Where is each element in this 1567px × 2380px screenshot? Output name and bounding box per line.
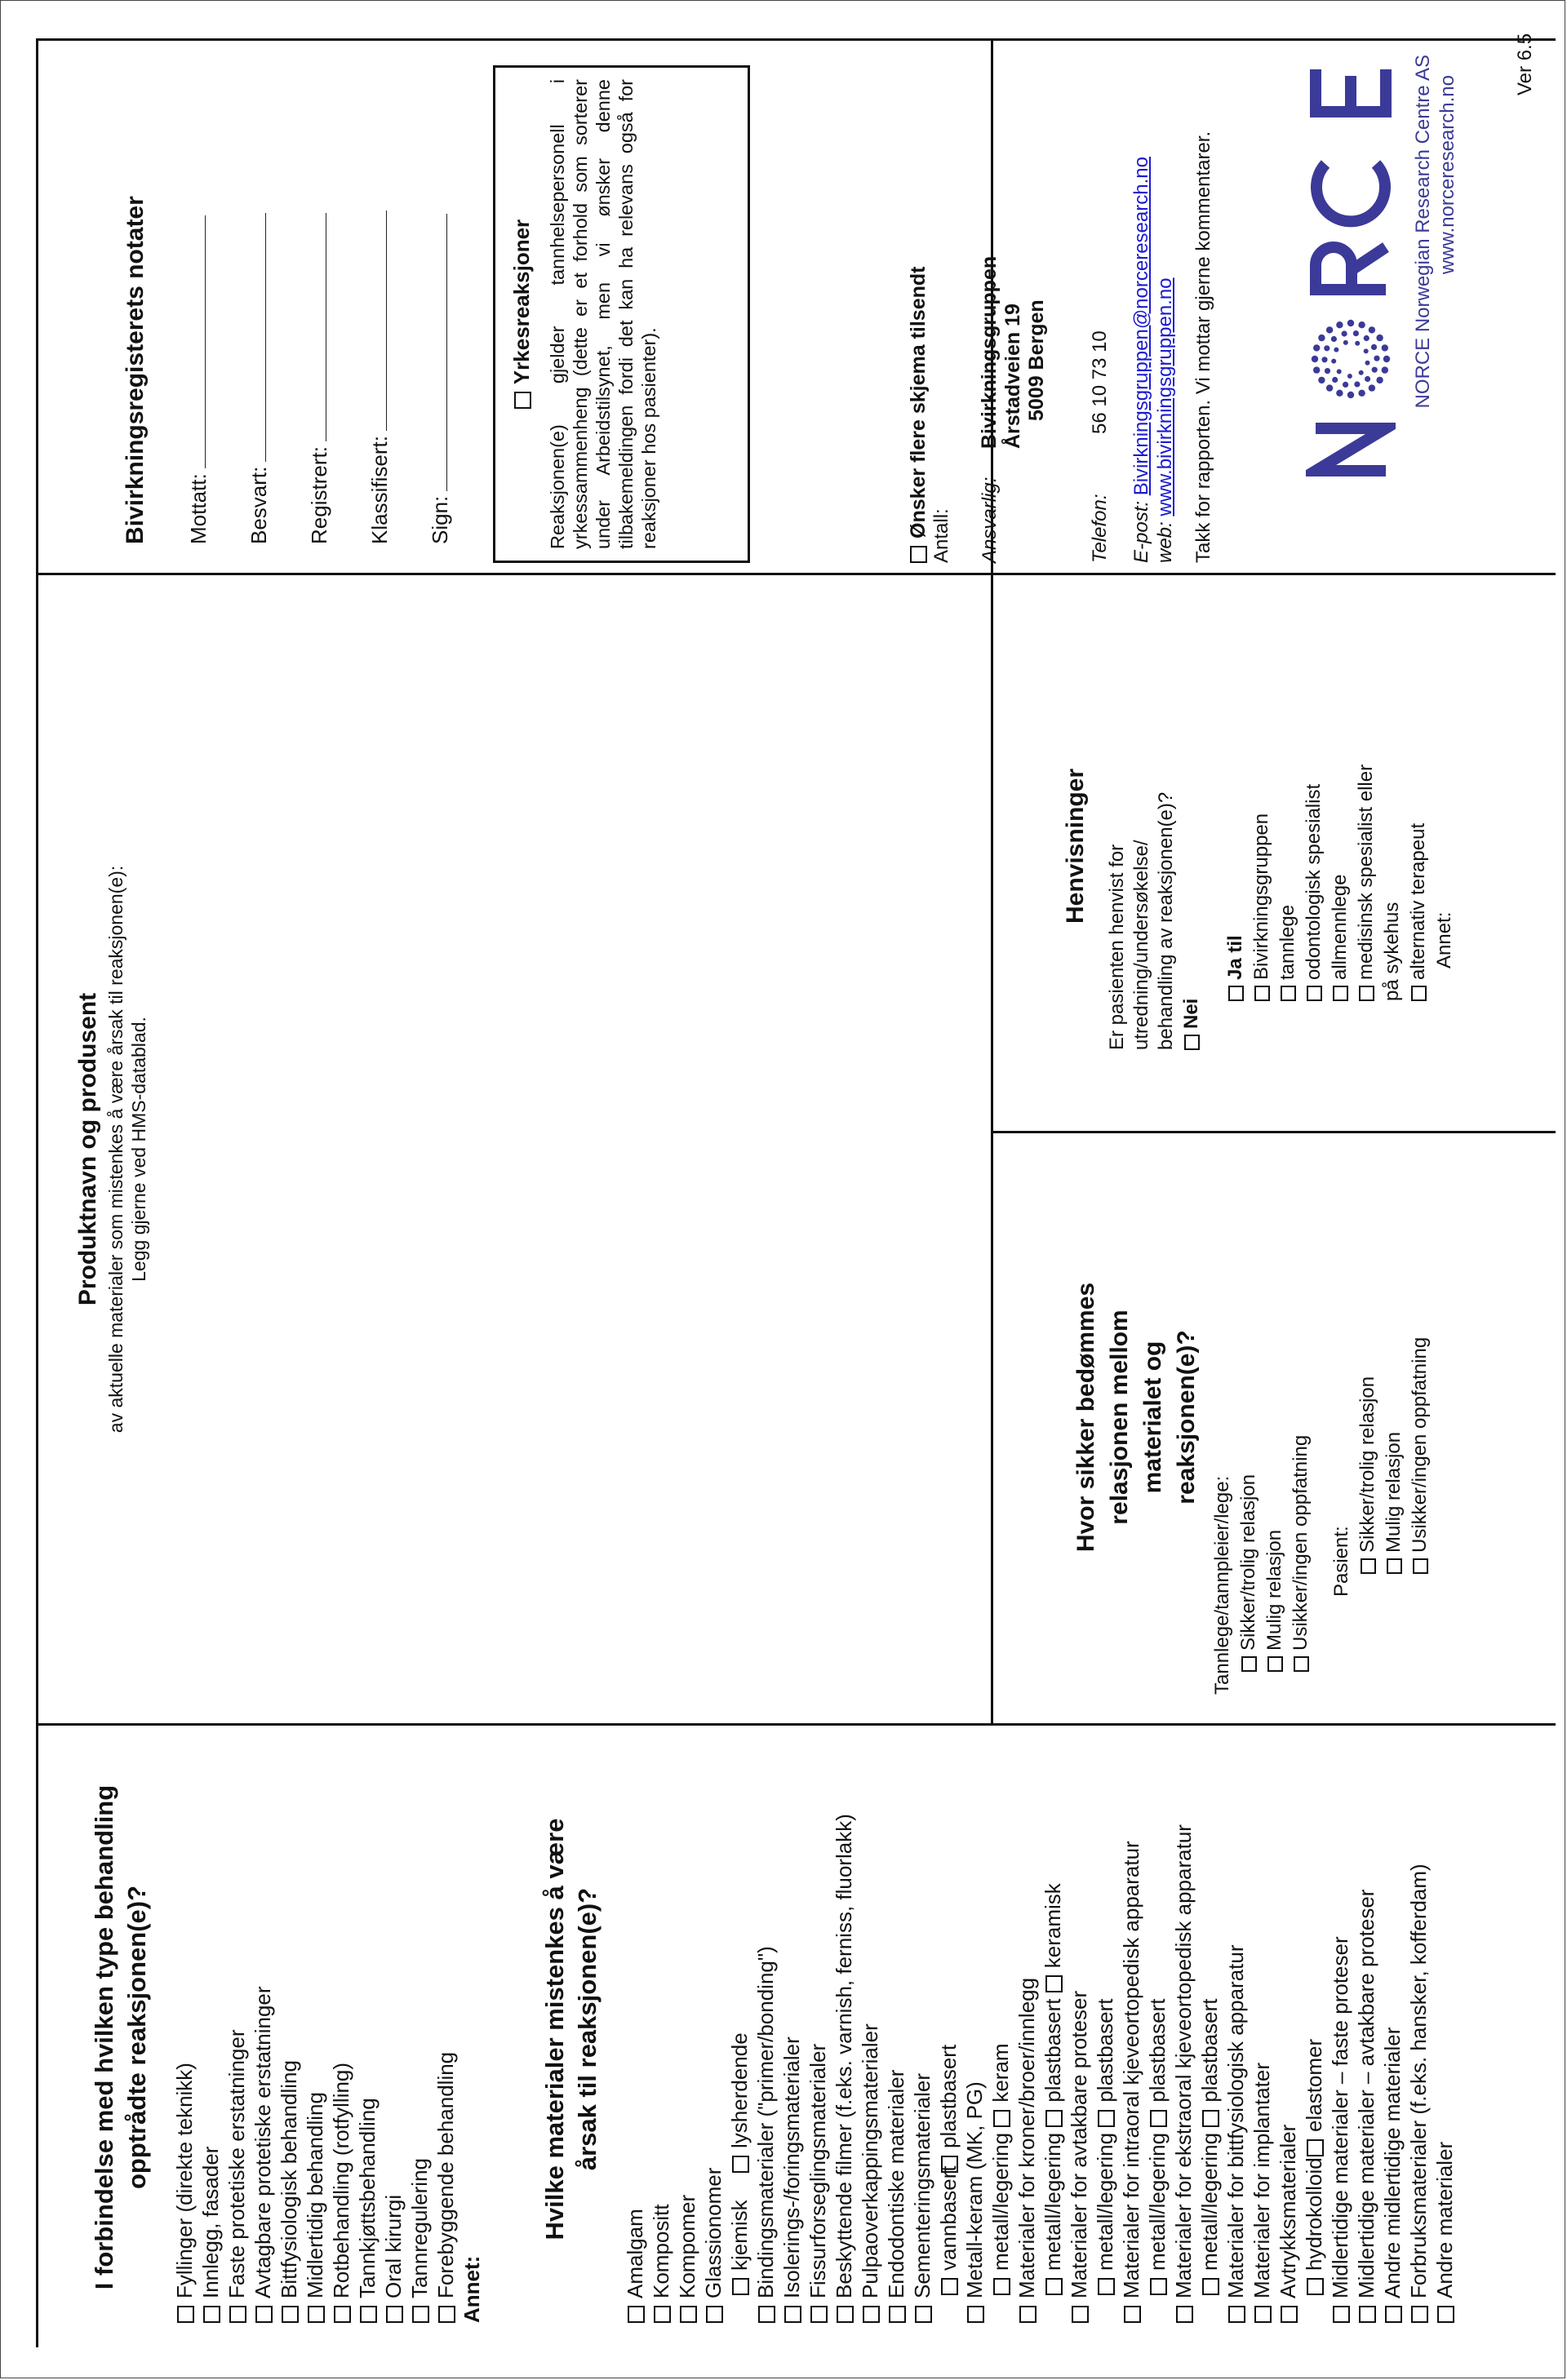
logo-dot — [1321, 357, 1327, 362]
checkbox[interactable] — [910, 546, 927, 563]
material-item[interactable]: Forbruksmaterialer (f.eks. hansker, kofferdam) — [1405, 1735, 1432, 2323]
logo-dot — [1347, 320, 1354, 326]
occupational-text: Reaksjonen(e) gjelder tannhelsepersonell i yrkessammenheng (dette er et forhold som sorterer under Arbeidstilsynet, men vi ønsker denne tilbakemeldingen fordi det kan ha relevans også for reaksjoner hos pasienter). — [547, 79, 659, 549]
referrals-question: Er pasienten henvist for — [1106, 844, 1128, 1050]
checkbox[interactable] — [1361, 1558, 1376, 1574]
certainty-option[interactable]: Usikker/ingen oppfatning — [1407, 1140, 1433, 1695]
checkbox[interactable] — [438, 2306, 455, 2323]
material-subitem[interactable]: metall/legering plastbasert — [1144, 1735, 1170, 2323]
material-item[interactable]: Midlertidige materialer – avtakbare proteser — [1353, 1735, 1379, 2323]
checkbox[interactable] — [1150, 2278, 1167, 2295]
checkbox[interactable] — [1333, 986, 1348, 1001]
treatment-item[interactable]: Faste protetiske erstatninger — [224, 1752, 250, 2323]
referral-yes[interactable]: Ja til — [1223, 585, 1249, 1050]
checkbox[interactable] — [1202, 2278, 1219, 2295]
material-subitem[interactable]: metall/legering plastbasert keramisk — [1040, 1735, 1066, 2323]
referrals-question: utredning/undersøkelse/ — [1130, 840, 1152, 1050]
checkbox[interactable] — [514, 392, 531, 409]
logo-dot — [1331, 359, 1336, 364]
checkbox[interactable] — [282, 2306, 299, 2323]
checkbox[interactable] — [1294, 1656, 1309, 1672]
org-city: 5009 Bergen — [1025, 299, 1048, 421]
org-street: Årstadveien 19 — [1001, 304, 1024, 449]
checkbox[interactable] — [993, 2110, 1010, 2127]
referral-target[interactable]: tannlege — [1275, 585, 1301, 1001]
checkbox[interactable] — [386, 2306, 403, 2323]
checkbox[interactable] — [203, 2306, 220, 2323]
referral-target[interactable]: Bivirkningsgruppen — [1249, 585, 1275, 1001]
checkbox[interactable] — [1045, 1975, 1063, 1992]
web-link[interactable]: www.bivirkningsgruppen.no — [1154, 277, 1176, 516]
checkbox[interactable] — [628, 2306, 645, 2323]
logo-dot — [1342, 330, 1347, 336]
logo-dot — [1374, 356, 1379, 361]
material-item[interactable]: Metall-keram (MK, PG) — [961, 1735, 988, 2323]
referral-target[interactable]: allmennlege — [1327, 585, 1353, 1001]
email-label: E-post: — [1130, 500, 1152, 563]
registry-field-line[interactable] — [368, 211, 387, 431]
logo-dot — [1353, 330, 1359, 336]
logo-dot — [1312, 356, 1318, 362]
checkbox[interactable] — [1072, 2306, 1089, 2323]
referral-target[interactable]: alternativ terapeut — [1405, 585, 1432, 1001]
logo-dot — [1325, 368, 1330, 374]
registry-field-line[interactable] — [428, 214, 447, 491]
logo-dot — [1364, 335, 1369, 341]
checkbox[interactable] — [1124, 2306, 1141, 2323]
divider-col1 — [36, 1723, 1556, 1726]
referral-target-sykehus: på sykehus — [1381, 902, 1403, 1001]
material-subitem[interactable]: metall/legering plastbasert — [1092, 1735, 1118, 2323]
referrals-section — [1061, 585, 1458, 1107]
logo-dot — [1336, 390, 1343, 397]
logo-dot — [1376, 377, 1383, 383]
phone-label: Telefon: — [1089, 494, 1111, 563]
checkbox[interactable] — [967, 2306, 984, 2323]
certainty-section — [1069, 1140, 1433, 1695]
logo-dot — [1365, 361, 1370, 366]
material-item[interactable]: Glassionomer — [700, 1735, 726, 2323]
logo-dot — [1383, 356, 1390, 362]
material-subitem[interactable]: vannbasertplastbasert — [935, 1735, 961, 2323]
checkbox[interactable] — [1254, 2306, 1272, 2323]
logo-dot — [1369, 326, 1375, 333]
treatment-other[interactable]: Annet: — [459, 2255, 484, 2323]
checkbox[interactable] — [1202, 2110, 1219, 2127]
checkbox[interactable] — [1098, 2278, 1115, 2295]
treatment-item[interactable]: Avtagbare protetiske erstatninger — [250, 1752, 276, 2323]
checkbox[interactable] — [1184, 1035, 1200, 1050]
more-forms-option[interactable]: Ønsker flere skjema tilsendt — [906, 49, 930, 563]
checkbox[interactable] — [941, 2156, 958, 2173]
treatment-item[interactable]: Tannregulering — [406, 1752, 433, 2323]
logo-dot — [1313, 344, 1320, 351]
checkbox[interactable] — [810, 2306, 828, 2323]
certainty-option[interactable]: Sikker/trolig relasjon — [1236, 1140, 1262, 1695]
treatment-item[interactable]: Fyllinger (direkte teknikk) — [171, 1752, 198, 2323]
material-item[interactable]: Andre materialer — [1432, 1735, 1458, 2323]
material-item[interactable]: Materialer for avtakbare proteser — [1066, 1735, 1092, 2323]
logo-dot — [1332, 377, 1338, 383]
checkbox[interactable] — [255, 2306, 273, 2323]
material-item[interactable]: Andre midlertidige materialer — [1379, 1735, 1405, 2323]
checkbox[interactable] — [1045, 2278, 1063, 2295]
treatment-item[interactable]: Bittfysiologisk behandling — [276, 1752, 302, 2323]
logo-dot — [1313, 366, 1320, 373]
divider-right — [36, 38, 1556, 41]
treatment-item[interactable]: Tannkjøttsbehandling — [354, 1752, 380, 2323]
logo-letter-r — [1316, 247, 1386, 290]
version-label: Ver 6.5 — [1514, 33, 1536, 95]
checkbox[interactable] — [177, 2306, 194, 2323]
logo-dot — [1337, 369, 1342, 374]
checkbox[interactable] — [706, 2306, 723, 2323]
material-item[interactable]: Fissurforseglingsmaterialer — [805, 1735, 831, 2323]
logo-dot — [1355, 341, 1360, 346]
checkbox[interactable] — [1254, 986, 1270, 1001]
materials-title: Hvilke materialer mistenkes å være årsak til reaksjonen(e)? — [540, 1818, 601, 2240]
registry-field-line[interactable] — [247, 213, 266, 462]
checkbox[interactable] — [837, 2306, 854, 2323]
checkbox[interactable] — [1413, 1558, 1428, 1574]
material-subitem[interactable]: kjemisklysherdende — [726, 1735, 752, 2323]
treatment-item[interactable]: Oral kirurgi — [380, 1752, 406, 2323]
logo-dot — [1382, 366, 1388, 373]
checkbox[interactable] — [1333, 2306, 1350, 2323]
material-subitem[interactable]: hydrokolloidelastomer — [1301, 1735, 1327, 2323]
checkbox[interactable] — [1307, 2139, 1324, 2156]
product-title: Produktnavn og produsent — [74, 992, 101, 1306]
registry-field-line[interactable] — [308, 213, 326, 441]
certainty-option[interactable]: Sikker/trolig relasjon — [1355, 1140, 1381, 1695]
checkbox[interactable] — [1228, 2306, 1245, 2323]
logo-dot-ring — [1312, 320, 1390, 398]
material-item[interactable]: Pulpaoverkappingsmaterialer — [857, 1735, 883, 2323]
checkbox[interactable] — [1385, 2306, 1402, 2323]
checkbox[interactable] — [308, 2306, 325, 2323]
referrals-question: behandling av reaksjonen(e)? — [1155, 791, 1177, 1050]
referrals-title: Henvisninger — [1062, 768, 1089, 924]
logo-dot — [1358, 390, 1365, 397]
divider-col2 — [36, 573, 1556, 575]
checkbox[interactable] — [334, 2306, 351, 2323]
logo-letter-n — [1316, 428, 1386, 471]
material-item[interactable]: Avtrykksmaterialer — [1275, 1735, 1301, 2323]
material-item[interactable]: Kompomer — [674, 1735, 700, 2323]
material-item[interactable]: Materialer for bittfysiologisk apparatur — [1223, 1735, 1249, 2323]
checkbox[interactable] — [1019, 2306, 1037, 2323]
referral-no[interactable]: Nei — [1179, 585, 1205, 1050]
checkbox[interactable] — [1241, 1656, 1257, 1672]
material-item[interactable]: Sementeringsmaterialer — [909, 1735, 935, 2323]
checkbox[interactable] — [1045, 2110, 1063, 2127]
logo-dot — [1358, 321, 1365, 328]
logo-dot — [1369, 384, 1375, 391]
registry-field[interactable]: Registrert: — [289, 55, 349, 544]
logo-dot — [1376, 335, 1383, 341]
registry-title: Bivirkningsregisterets notater — [122, 196, 149, 544]
email-link[interactable]: Bivirkningsgruppen@norceresearch.no — [1130, 157, 1152, 496]
material-item[interactable]: Bindingsmaterialer ("primer/bonding") — [752, 1735, 779, 2323]
treatment-item[interactable]: Midlertidig behandling — [302, 1752, 328, 2323]
material-item[interactable]: Materialer for ekstraoral kjeveortopedisk apparatur — [1170, 1735, 1196, 2323]
material-item[interactable]: Amalgam — [622, 1735, 648, 2323]
logo-dot — [1347, 392, 1354, 398]
treatment-item[interactable]: Innlegg, fasader — [198, 1752, 224, 2323]
product-section — [73, 575, 150, 1723]
logo-dot — [1354, 381, 1360, 387]
logo-dot — [1343, 340, 1348, 345]
material-subitem[interactable]: metall/legering plastbasert — [1196, 1735, 1223, 2323]
checkbox[interactable] — [1437, 2306, 1454, 2323]
logo-letter-c — [1316, 164, 1385, 221]
certainty-option[interactable]: Usikker/ingen oppfatning — [1288, 1140, 1314, 1695]
org-name: Bivirkningsgruppen — [978, 255, 1001, 449]
contact-section — [906, 49, 1215, 563]
treatment-item[interactable]: Rotbehandling (rotfylling) — [328, 1752, 354, 2323]
divider-top — [36, 41, 38, 2347]
checkbox[interactable] — [680, 2306, 697, 2323]
logo-dot — [1326, 326, 1333, 333]
logo-dot — [1364, 348, 1369, 353]
checkbox[interactable] — [758, 2306, 775, 2323]
logo-company-name: NORCE Norwegian Research Centre AS — [1412, 55, 1434, 409]
checkbox[interactable] — [941, 2278, 958, 2295]
thanks-text: Takk for rapporten. Vi mottar gjerne kommentarer. — [1192, 131, 1214, 563]
logo-dot — [1336, 321, 1343, 328]
logo-dot — [1372, 367, 1378, 373]
treatment-title: I forbindelse med hvilken type behandling opptrådte reaksjonen(e)? — [90, 1784, 151, 2290]
material-item[interactable]: Materialer for implantater — [1249, 1735, 1275, 2323]
norce-wordmark-logo — [1306, 55, 1396, 479]
checkbox[interactable] — [784, 2306, 801, 2323]
material-item[interactable]: Beskyttende filmer (f.eks. varnish, ferniss, fluorlakk) — [831, 1735, 857, 2323]
logo-url: www.norceresearch.no — [1436, 75, 1458, 275]
checkbox[interactable] — [1411, 986, 1427, 1001]
checkbox[interactable] — [1228, 986, 1244, 1001]
norce-logo — [1306, 55, 1494, 479]
treatment-section — [88, 1752, 485, 2323]
web-label: web: — [1154, 521, 1176, 563]
occupational-box — [493, 65, 750, 563]
material-item[interactable]: Midlertidige materialer – faste proteser — [1327, 1735, 1353, 2323]
product-subtitle: av aktuelle materialer som mistenkes å være årsak til reaksjonen(e): — [105, 865, 127, 1434]
logo-dot — [1318, 335, 1325, 341]
phone-value: 56 10 73 10 — [1089, 330, 1111, 434]
logo-dot — [1318, 377, 1325, 383]
material-item[interactable]: Materialer for intraoral kjeveortopedisk apparatur — [1118, 1735, 1144, 2323]
certainty-patient-label: Pasient: — [1330, 1526, 1352, 1597]
checkbox[interactable] — [732, 2156, 749, 2173]
treatment-item[interactable]: Forebyggende behandling — [433, 1752, 459, 2323]
referral-target[interactable]: medisinsk spesialist eller — [1353, 585, 1379, 1001]
certainty-option[interactable]: Mulig relasjon — [1262, 1140, 1288, 1695]
divider-mid-vertical — [991, 1131, 1556, 1133]
registry-field[interactable]: Mottatt: — [168, 55, 229, 544]
checkbox[interactable] — [1359, 986, 1374, 1001]
material-item[interactable]: Isolerings-/foringsmaterialer — [779, 1735, 805, 2323]
logo-dot — [1347, 374, 1352, 379]
registry-field[interactable]: Sign: — [410, 55, 470, 544]
material-item[interactable]: Kompositt — [648, 1735, 674, 2323]
checkbox[interactable] — [1281, 986, 1296, 1001]
more-forms-count: Antall: — [930, 508, 952, 563]
checkbox[interactable] — [229, 2306, 246, 2323]
certainty-dentist-label: Tannlege/tannpleier/lege: — [1211, 1475, 1233, 1695]
checkbox[interactable] — [863, 2306, 880, 2323]
checkbox[interactable] — [1307, 986, 1322, 1001]
checkbox[interactable] — [360, 2306, 377, 2323]
responsible-label: Ansvarlig: — [979, 476, 1001, 563]
checkbox[interactable] — [412, 2306, 429, 2323]
registry-field[interactable]: Besvart: — [229, 55, 289, 544]
checkbox[interactable] — [654, 2306, 671, 2323]
registry-section — [121, 55, 470, 544]
logo-dot — [1371, 344, 1377, 350]
checkbox[interactable] — [1281, 2306, 1298, 2323]
checkbox[interactable] — [889, 2306, 906, 2323]
logo-dot — [1343, 382, 1348, 388]
certainty-title: Hvor sikker bedømmes relasjonen mellom materialet og reaksjonen(e)? — [1072, 1282, 1200, 1553]
logo-dot — [1365, 376, 1370, 382]
referral-target[interactable]: odontologisk spesialist — [1301, 585, 1327, 1001]
logo-dot — [1334, 348, 1338, 352]
referral-other: Annet: — [1433, 911, 1455, 968]
checkbox[interactable] — [1359, 2306, 1376, 2323]
registry-field-line[interactable] — [187, 215, 206, 468]
checkbox[interactable] — [1267, 1656, 1283, 1672]
materials-section — [539, 1735, 1458, 2323]
checkbox[interactable] — [1098, 2110, 1115, 2127]
occupational-option[interactable]: Yrkesreaksjoner — [508, 79, 535, 549]
certainty-option[interactable]: Mulig relasjon — [1381, 1140, 1407, 1695]
logo-dot — [1331, 336, 1337, 342]
logo-dot — [1382, 344, 1388, 351]
material-item[interactable]: Endodontiske materialer — [883, 1735, 909, 2323]
logo-dot — [1326, 384, 1333, 391]
product-entry-area[interactable] — [171, 581, 979, 1719]
material-item[interactable]: Materialer for kroner/broer/innlegg — [1014, 1735, 1040, 2323]
checkbox[interactable] — [1411, 2306, 1428, 2323]
registry-field[interactable]: Klassifisert: — [349, 55, 410, 544]
logo-dot — [1359, 370, 1364, 375]
product-note: Legg gjerne ved HMS-datablad. — [128, 1017, 149, 1282]
checkbox[interactable] — [1150, 2110, 1167, 2127]
checkbox[interactable] — [993, 2278, 1010, 2295]
checkbox[interactable] — [915, 2306, 932, 2323]
checkbox[interactable] — [1387, 1558, 1402, 1574]
checkbox[interactable] — [732, 2278, 749, 2295]
checkbox[interactable] — [1176, 2306, 1193, 2323]
checkbox[interactable] — [1307, 2278, 1324, 2295]
material-subitem[interactable]: metall/legering keram — [988, 1735, 1014, 2323]
logo-dot — [1324, 345, 1330, 351]
logo-letter-e — [1316, 69, 1386, 112]
